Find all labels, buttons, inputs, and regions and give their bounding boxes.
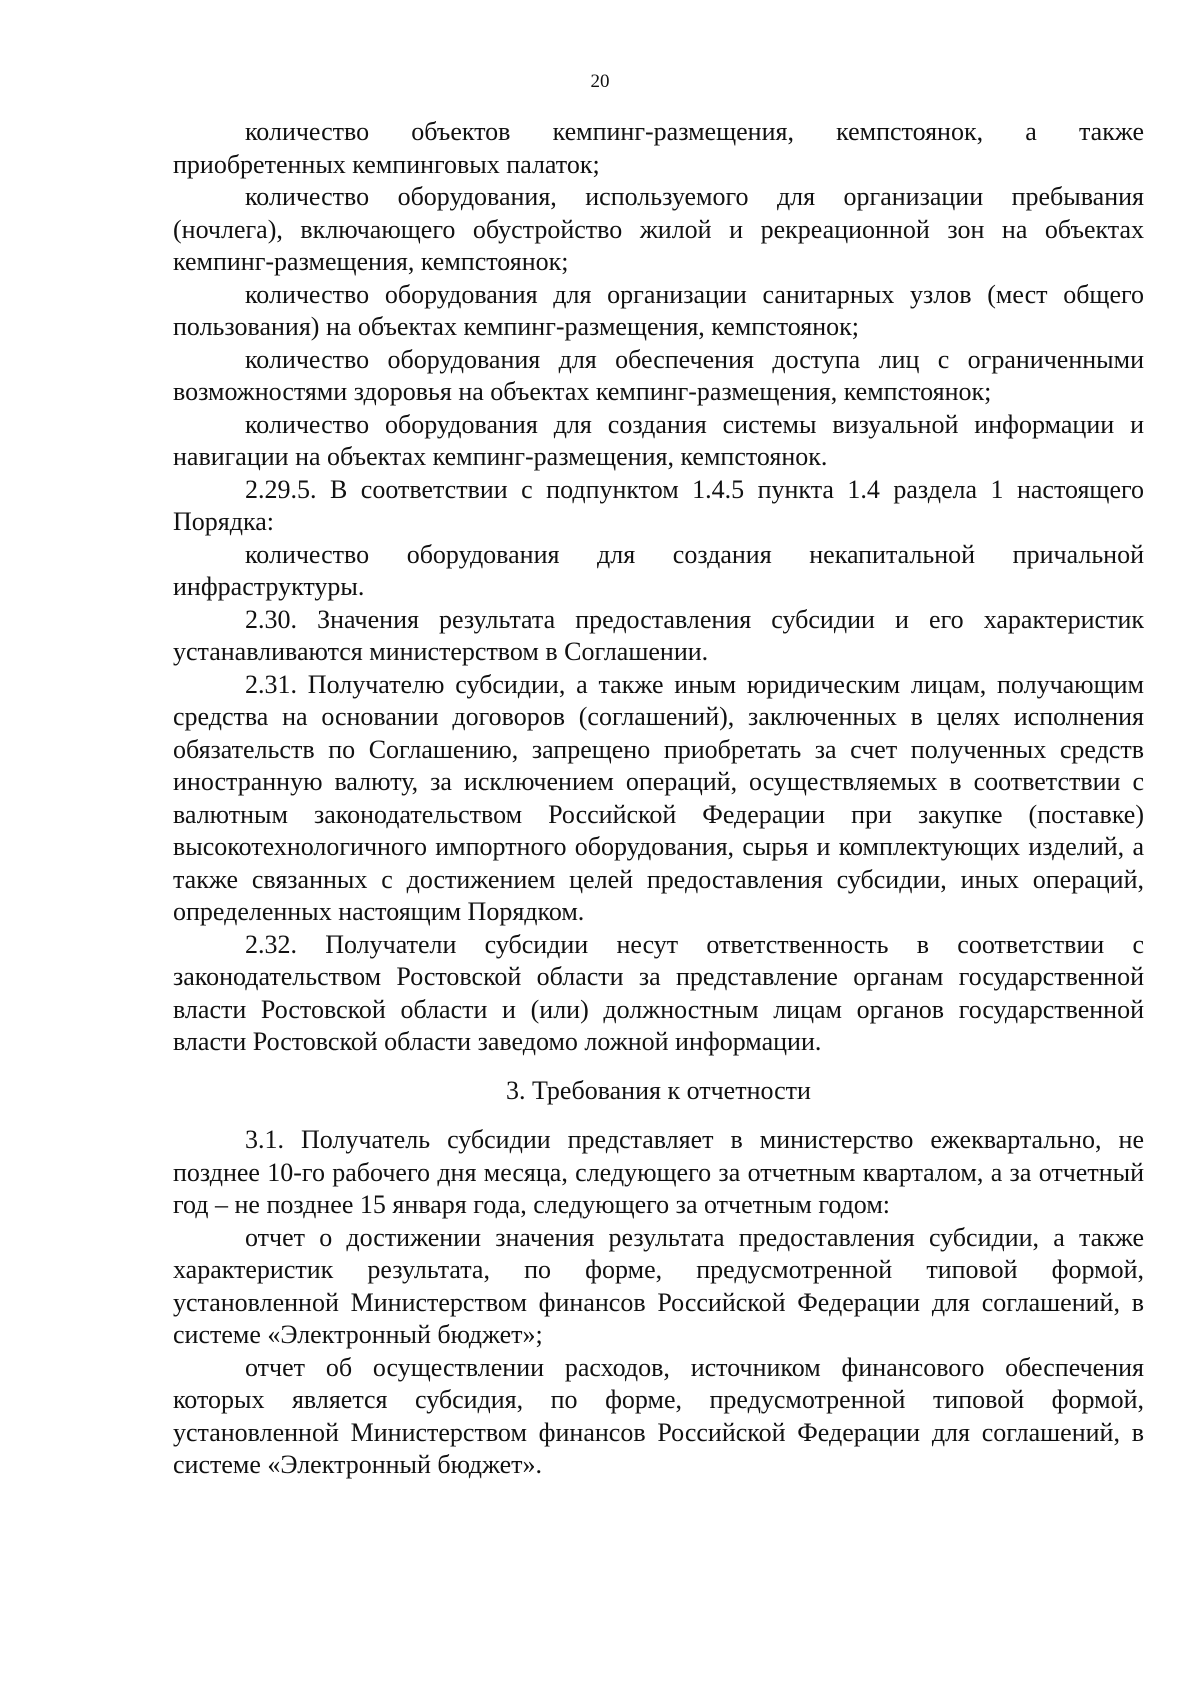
paragraph: 2.30. Значения результата предоставления субсидии и его характеристик устанавливаются министерством в Соглашении.	[173, 604, 1144, 666]
paragraph: количество оборудования для создания системы визуальной информации и навигации на объектах кемпинг-размещения, кемпстоянок.	[173, 409, 1144, 471]
paragraph: количество оборудования для создания некапитальной причальной инфраструктуры.	[173, 539, 1144, 601]
paragraph: количество оборудования для обеспечения доступа лиц с ограниченными возможностями здоровья на объектах кемпинг-размещения, кемпстоянок;	[173, 344, 1144, 406]
paragraph: отчет о достижении значения результата предоставления субсидии, а также характеристик результата, по форме, предусмотренной типовой формой, установленной Министерством финансов Российской Федерации для соглашений, в системе «Электронный бюджет»;	[173, 1222, 1144, 1349]
paragraph: отчет об осуществлении расходов, источником финансового обеспечения которых является субсидия, по форме, предусмотренной типовой формой, установленной Министерством финансов Российской Федерации для соглашений, в системе «Электронный бюджет».	[173, 1352, 1144, 1479]
paragraph: 2.29.5. В соответствии с подпунктом 1.4.5 пункта 1.4 раздела 1 настоящего Порядка:	[173, 474, 1144, 536]
paragraph: количество оборудования для организации санитарных узлов (мест общего пользования) на объектах кемпинг-размещения, кемпстоянок;	[173, 279, 1144, 341]
paragraph: 2.32. Получатели субсидии несут ответственность в соответствии с законодательством Ростовской области за представление органам государственной власти Ростовской области и (или) должностным лицам органов государственной власти Ростовской области заведомо ложной информации.	[173, 929, 1144, 1056]
paragraph: количество оборудования, используемого для организации пребывания (ночлега), включающего обустройство жилой и рекреационной зон на объектах кемпинг-размещения, кемпстоянок;	[173, 182, 1144, 276]
page-number: 20	[590, 71, 610, 92]
section-heading: 3. Требования к отчетности	[506, 1075, 811, 1105]
paragraph: 3.1. Получатель субсидии представляет в министерство ежеквартально, не позднее 10-го рабочего дня месяца, следующего за отчетным кварталом, а за отчетный год – не позднее 15 января года, следующего за отчетным годом:	[173, 1125, 1144, 1219]
document-body	[173, 116, 1144, 1482]
paragraph: 2.31. Получателю субсидии, а также иным юридическим лицам, получающим средства на основании договоров (соглашений), заключенных в целях исполнения обязательств по Соглашению, запрещено приобретать за счет полученных средств иностранную валюту, за исключением операций, осуществляемых в соответствии с валютным законодательством Российской Федерации при закупке (поставке) высокотехнологичного импортного оборудования, сырья и комплектующих изделий, а также связанных с достижением целей предоставления субсидии, иных операций, определенных настоящим Порядком.	[173, 669, 1144, 926]
paragraph: количество объектов кемпинг-размещения, кемпстоянок, а также приобретенных кемпинговых палаток;	[173, 117, 1144, 179]
